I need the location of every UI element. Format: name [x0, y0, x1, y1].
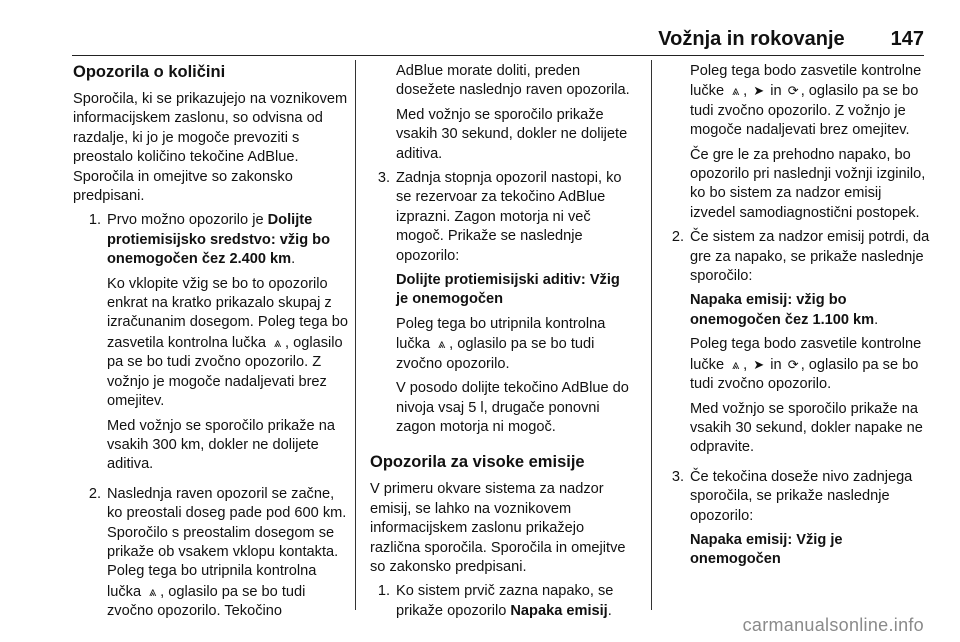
chapter-title: Vožnja in rokovanje: [658, 28, 845, 50]
paragraph: Med vožnjo se sporočilo prikaže na vsakih 30 sekund, dokler napake ne odpravite.: [690, 400, 923, 456]
text: Naslednja raven opozoril se začne, ko preostali doseg pade pod 600 km. Sporočilo s preostalim dosegom se prikaže ob vsakem vklopu kontakta. Poleg tega bo utripnila kontrolna lučka: [107, 485, 347, 600]
paragraph: [107, 485, 351, 622]
paragraph: [396, 582, 634, 621]
text: , oglasilo pa se bo tudi zvočno opozorilo.: [396, 336, 595, 372]
engine-check-icon: ⟳: [787, 356, 799, 372]
paragraph: [107, 211, 351, 269]
adblue-warning-icon: ⩓: [273, 334, 282, 350]
text: Poleg tega bo utripnila kontrolna lučka: [396, 315, 606, 353]
warning-message: Napaka emisij: Vžig je onemogočen: [690, 531, 843, 568]
column-1: [73, 62, 351, 632]
paragraph: [690, 335, 930, 394]
paragraph: V posodo dolijte tekočino AdBlue do nivoja vsaj 5 l, drugače ponovni zagon motorja ni mogoč.: [396, 380, 629, 435]
list-number: 1.: [88, 212, 101, 229]
text: Poleg tega bodo zasvetile kontrolne lučke: [690, 63, 922, 100]
text: Ko vklopite vžig se bo to opozorilo enkrat na kratko prikazalo skupaj z izračunanim dosegom. Poleg tega bo zasvetila kontrolna lučka: [107, 275, 348, 351]
section-heading: Opozorila za visoke emisije: [370, 453, 585, 472]
text: ,: [743, 83, 752, 100]
adblue-warning-icon: ⩓: [731, 356, 740, 372]
paragraph: [690, 62, 930, 141]
paragraph: Med vožnjo se sporočilo prikaže na vsakih 300 km, dokler ne dolijete aditiva.: [107, 417, 335, 473]
text: .: [607, 602, 612, 619]
list-item: [370, 169, 634, 442]
column-divider: [355, 60, 356, 610]
paragraph: [107, 275, 351, 412]
paragraph: Če sistem za nadzor emisij potrdi, da gre za napako, se prikaže naslednje sporočilo:: [690, 229, 930, 285]
exhaust-emission-icon: ➤: [753, 356, 765, 372]
paragraph: V primeru okvare sistema za nadzor emisij, se lahko na voznikovem informacijskem zaslonu prikažejo različna sporočila. Sporočila in omejitve so zakonsko predpisani.: [370, 481, 626, 575]
exhaust-emission-icon: ➤: [753, 83, 765, 99]
paragraph: Če tekočina doseže nivo zadnjega sporočila, se prikaže naslednje opozorilo:: [690, 468, 913, 524]
section-heading: Opozorila o količini: [73, 63, 226, 81]
page-header: [72, 28, 924, 51]
paragraph: Zadnja stopnja opozoril nastopi, ko se rezervoar za tekočino AdBlue izprazni. Zagon motorja ni več mogoč. Prikaže se naslednje opozorilo:: [396, 170, 622, 264]
list-item: [73, 485, 351, 627]
text: in: [766, 356, 786, 373]
page-number: 147: [890, 28, 924, 50]
warning-message: Napaka emisij: vžig bo onemogočen čez 1.100 km: [690, 292, 875, 328]
text: , oglasilo pa se bo tudi zvočno opozorilo.: [690, 356, 919, 393]
list-item: [370, 582, 634, 626]
list-number: 2.: [671, 229, 684, 246]
list-item: [670, 468, 930, 575]
text: ,: [743, 356, 752, 373]
list-number: 3.: [671, 468, 684, 485]
text: in: [766, 83, 786, 100]
paragraph: Če gre le za prehodno napako, bo opozorilo pri naslednji vožnji izginilo, ko bo sistem za nadzor emisij izvedel samodiagnostični postopek.: [690, 146, 926, 221]
paragraph: Sporočila, ki se prikazujejo na voznikovem informacijskem zaslonu, so odvisna od razdalje, ki jo je mogoče prevoziti s preostalo količino tekočine AdBlue. Sporočila in omejitve so zakonsko predpisani.: [73, 91, 348, 205]
text: , oglasilo pa se bo tudi zvočno opozorilo. Tekočino: [107, 583, 306, 620]
paragraph: AdBlue morate doliti, preden dosežete naslednjo raven opozorila.: [396, 63, 630, 99]
paragraph: Med vožnjo se sporočilo prikaže vsakih 30 sekund, dokler ne dolijete aditiva.: [396, 106, 628, 162]
list-number: 3.: [377, 170, 390, 187]
column-divider: [651, 60, 652, 610]
paragraph: [396, 315, 634, 374]
text: Poleg tega bodo zasvetile kontrolne lučke: [690, 336, 922, 373]
text: Prvo možno opozorilo je: [107, 212, 268, 229]
list-item: [73, 211, 351, 479]
adblue-warning-icon: ⩓: [731, 83, 740, 99]
list-number: 2.: [88, 485, 101, 502]
adblue-warning-icon: ⩓: [148, 583, 157, 599]
adblue-warning-icon: ⩓: [437, 336, 446, 352]
engine-check-icon: ⟳: [787, 83, 799, 99]
text: Ko sistem prvič zazna napako, se prikaže opozorilo: [396, 583, 614, 619]
warning-message: Dolijte protiemisijski aditiv: Vžig je onemogočen: [396, 272, 620, 308]
header-rule: [72, 55, 924, 56]
column-2: [370, 62, 634, 631]
paragraph: [690, 291, 930, 330]
warning-message: Dolijte protiemisijsko sredstvo: vžig bo onemogočen čez 2.400 km: [107, 212, 331, 268]
warning-message: Napaka emisij: [510, 602, 608, 619]
text: , oglasilo pa se bo tudi zvočno opozorilo. Z vožnjo je mogoče nadaljevati brez omejitev.: [107, 334, 343, 410]
text: .: [291, 251, 296, 268]
text: , oglasilo pa se bo tudi zvočno opozorilo. Z vožnjo je mogoče nadaljevati brez omejitev.: [690, 83, 919, 139]
list-number: 1.: [377, 583, 390, 600]
text: .: [874, 311, 879, 328]
list-item: [670, 228, 930, 462]
column-3: [670, 62, 930, 580]
watermark: carmanualsonline.info: [742, 615, 924, 635]
